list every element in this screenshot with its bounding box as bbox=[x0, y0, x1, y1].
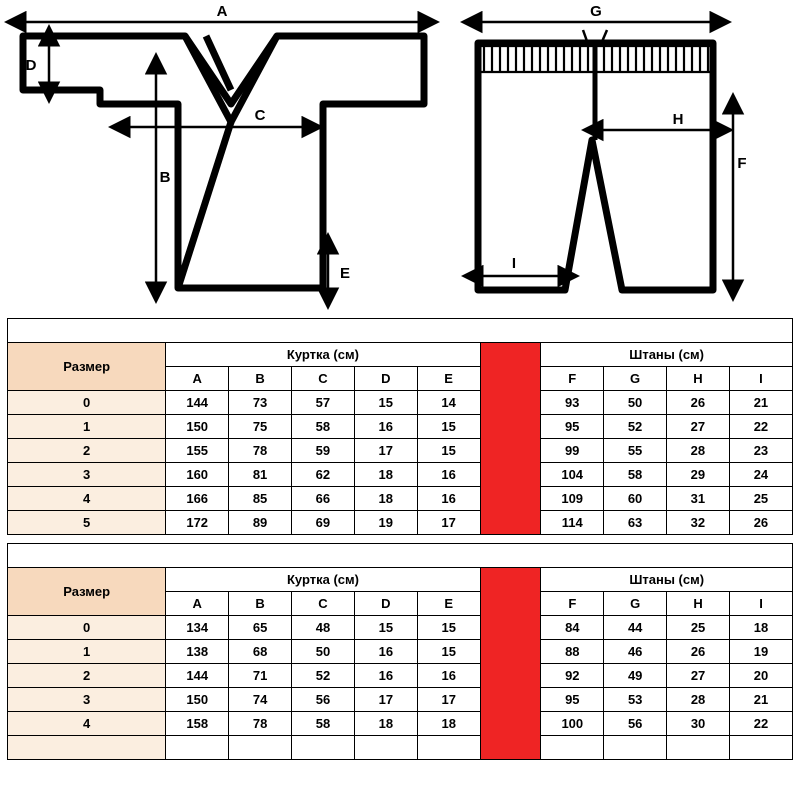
cell-A bbox=[166, 736, 229, 760]
cell-A: 155 bbox=[166, 439, 229, 463]
table-men-group-row bbox=[8, 343, 793, 367]
table-women-title-row bbox=[8, 544, 793, 568]
table-men-col-H: H bbox=[666, 367, 729, 391]
cell-C: 58 bbox=[292, 712, 355, 736]
table-row bbox=[8, 511, 793, 535]
table-women-divider bbox=[480, 568, 541, 760]
table-men-jacket-group: Куртка (см) bbox=[166, 343, 480, 367]
cell-A: 138 bbox=[166, 640, 229, 664]
table-row bbox=[8, 616, 793, 640]
cell-F: 95 bbox=[541, 415, 604, 439]
label-F: F bbox=[737, 155, 747, 172]
cell-E: 15 bbox=[417, 415, 480, 439]
cell-H: 30 bbox=[667, 712, 730, 736]
table-men-divider bbox=[480, 343, 541, 535]
cell-A: 144 bbox=[166, 391, 229, 415]
cell-F: 104 bbox=[541, 463, 604, 487]
cell-E: 16 bbox=[417, 463, 480, 487]
cell-I: 24 bbox=[729, 463, 792, 487]
table-men-size-header: Размер bbox=[8, 343, 166, 391]
cell-H: 32 bbox=[666, 511, 729, 535]
cell-F: 109 bbox=[541, 487, 604, 511]
table-men-col-C: C bbox=[291, 367, 354, 391]
table-men-col-A: A bbox=[166, 367, 229, 391]
cell-D: 16 bbox=[354, 415, 417, 439]
cell-B: 89 bbox=[229, 511, 292, 535]
cell-H: 29 bbox=[666, 463, 729, 487]
cell-E: 15 bbox=[417, 616, 480, 640]
cell-I: 19 bbox=[730, 640, 793, 664]
cell-I: 23 bbox=[729, 439, 792, 463]
cell-B: 74 bbox=[229, 688, 292, 712]
size-value: 0 bbox=[8, 616, 166, 640]
cell-F bbox=[541, 736, 604, 760]
cell-B: 65 bbox=[229, 616, 292, 640]
cell-A: 160 bbox=[166, 463, 229, 487]
size-value: 0 bbox=[8, 391, 166, 415]
cell-C: 58 bbox=[291, 415, 354, 439]
cell-I: 18 bbox=[730, 616, 793, 640]
table-men-col-I: I bbox=[729, 367, 792, 391]
cell-E: 16 bbox=[417, 664, 480, 688]
cell-E: 17 bbox=[417, 511, 480, 535]
cell-C: 62 bbox=[291, 463, 354, 487]
label-I: I bbox=[511, 255, 517, 272]
size-value: 1 bbox=[8, 640, 166, 664]
cell-C: 52 bbox=[292, 664, 355, 688]
table-men-col-B: B bbox=[229, 367, 292, 391]
jacket-lapel bbox=[178, 36, 277, 288]
table-women-col-H: H bbox=[667, 592, 730, 616]
cell-I: 20 bbox=[730, 664, 793, 688]
table-men-col-E: E bbox=[417, 367, 480, 391]
table-men-col-D: D bbox=[354, 367, 417, 391]
cell-B: 78 bbox=[229, 439, 292, 463]
cell-G: 52 bbox=[604, 415, 667, 439]
label-C: C bbox=[254, 107, 266, 124]
cell-E: 15 bbox=[417, 640, 480, 664]
cell-A: 144 bbox=[166, 664, 229, 688]
table-row bbox=[8, 439, 793, 463]
cell-F: 92 bbox=[541, 664, 604, 688]
table-men-col-F: F bbox=[541, 367, 604, 391]
cell-B: 85 bbox=[229, 487, 292, 511]
cell-B bbox=[229, 736, 292, 760]
table-row bbox=[8, 415, 793, 439]
cell-F: 84 bbox=[541, 616, 604, 640]
cell-D bbox=[354, 736, 417, 760]
cell-F: 114 bbox=[541, 511, 604, 535]
table-men-title: Размерная сетка кимоно мужское для джиу джитсу JJS bbox=[8, 319, 793, 343]
cell-E bbox=[417, 736, 480, 760]
garment-diagram bbox=[0, 0, 800, 318]
cell-F: 100 bbox=[541, 712, 604, 736]
cell-G: 46 bbox=[604, 640, 667, 664]
label-G: G bbox=[590, 3, 602, 20]
cell-H: 28 bbox=[667, 688, 730, 712]
label-A: A bbox=[216, 3, 228, 20]
cell-D: 16 bbox=[354, 664, 417, 688]
cell-D: 15 bbox=[354, 616, 417, 640]
cell-B: 71 bbox=[229, 664, 292, 688]
cell-C: 50 bbox=[292, 640, 355, 664]
cell-E: 17 bbox=[417, 688, 480, 712]
cell-C: 57 bbox=[291, 391, 354, 415]
cell-B: 68 bbox=[229, 640, 292, 664]
size-value: 3 bbox=[8, 463, 166, 487]
cell-H: 27 bbox=[666, 415, 729, 439]
cell-F: 88 bbox=[541, 640, 604, 664]
table-women-col-A: A bbox=[166, 592, 229, 616]
size-value bbox=[8, 736, 166, 760]
cell-F: 99 bbox=[541, 439, 604, 463]
cell-D: 15 bbox=[354, 391, 417, 415]
table-men-col-G: G bbox=[604, 367, 667, 391]
size-value: 1 bbox=[8, 415, 166, 439]
cell-C: 66 bbox=[291, 487, 354, 511]
cell-I bbox=[730, 736, 793, 760]
size-value: 3 bbox=[8, 688, 166, 712]
cell-G: 53 bbox=[604, 688, 667, 712]
cell-E: 16 bbox=[417, 487, 480, 511]
table-women-size-header: Размер bbox=[8, 568, 166, 616]
size-table-men bbox=[7, 318, 793, 535]
table-women-col-D: D bbox=[354, 592, 417, 616]
cell-F: 95 bbox=[541, 688, 604, 712]
cell-I: 22 bbox=[730, 712, 793, 736]
cell-C bbox=[292, 736, 355, 760]
cell-G: 63 bbox=[604, 511, 667, 535]
table-row bbox=[8, 463, 793, 487]
cell-D: 17 bbox=[354, 439, 417, 463]
cell-B: 73 bbox=[229, 391, 292, 415]
table-women-title: Размерная сетка кимоно женское для джиу джитсу JJSL bbox=[8, 544, 793, 568]
cell-A: 166 bbox=[166, 487, 229, 511]
table-women-col-F: F bbox=[541, 592, 604, 616]
cell-D: 18 bbox=[354, 487, 417, 511]
cell-A: 158 bbox=[166, 712, 229, 736]
label-E: E bbox=[339, 265, 351, 282]
size-value: 2 bbox=[8, 664, 166, 688]
cell-F: 93 bbox=[541, 391, 604, 415]
cell-G: 56 bbox=[604, 712, 667, 736]
cell-E: 18 bbox=[417, 712, 480, 736]
cell-I: 26 bbox=[729, 511, 792, 535]
label-D: D bbox=[25, 57, 37, 74]
table-row bbox=[8, 640, 793, 664]
cell-C: 48 bbox=[292, 616, 355, 640]
size-value: 4 bbox=[8, 487, 166, 511]
cell-H: 31 bbox=[666, 487, 729, 511]
cell-A: 134 bbox=[166, 616, 229, 640]
size-value: 4 bbox=[8, 712, 166, 736]
cell-I: 25 bbox=[729, 487, 792, 511]
cell-G: 44 bbox=[604, 616, 667, 640]
cell-H: 28 bbox=[666, 439, 729, 463]
table-men-pants-group: Штаны (см) bbox=[541, 343, 793, 367]
cell-H: 26 bbox=[667, 640, 730, 664]
size-value: 5 bbox=[8, 511, 166, 535]
table-women-col-C: C bbox=[292, 592, 355, 616]
table-women-col-G: G bbox=[604, 592, 667, 616]
size-value: 2 bbox=[8, 439, 166, 463]
cell-D: 18 bbox=[354, 463, 417, 487]
table-row bbox=[8, 712, 793, 736]
cell-D: 19 bbox=[354, 511, 417, 535]
label-H: H bbox=[672, 111, 684, 128]
cell-I: 21 bbox=[730, 688, 793, 712]
table-women-group-row bbox=[8, 568, 793, 592]
cell-C: 69 bbox=[291, 511, 354, 535]
table-row bbox=[8, 487, 793, 511]
cell-G: 60 bbox=[604, 487, 667, 511]
cell-C: 56 bbox=[292, 688, 355, 712]
cell-B: 78 bbox=[229, 712, 292, 736]
cell-D: 17 bbox=[354, 688, 417, 712]
table-row bbox=[8, 664, 793, 688]
cell-G bbox=[604, 736, 667, 760]
cell-A: 150 bbox=[166, 688, 229, 712]
cell-G: 49 bbox=[604, 664, 667, 688]
cell-H bbox=[667, 736, 730, 760]
cell-H: 26 bbox=[666, 391, 729, 415]
table-women-jacket-group: Куртка (см) bbox=[166, 568, 480, 592]
cell-G: 55 bbox=[604, 439, 667, 463]
size-tables bbox=[0, 318, 800, 760]
table-men-title-row bbox=[8, 319, 793, 343]
label-B: B bbox=[159, 169, 171, 186]
cell-G: 58 bbox=[604, 463, 667, 487]
table-row bbox=[8, 736, 793, 760]
cell-B: 75 bbox=[229, 415, 292, 439]
cell-H: 27 bbox=[667, 664, 730, 688]
table-row bbox=[8, 391, 793, 415]
cell-E: 14 bbox=[417, 391, 480, 415]
size-table-women bbox=[7, 543, 793, 760]
cell-A: 150 bbox=[166, 415, 229, 439]
table-women-col-E: E bbox=[417, 592, 480, 616]
cell-B: 81 bbox=[229, 463, 292, 487]
cell-C: 59 bbox=[291, 439, 354, 463]
cell-I: 22 bbox=[729, 415, 792, 439]
table-women-pants-group: Штаны (см) bbox=[541, 568, 793, 592]
cell-G: 50 bbox=[604, 391, 667, 415]
table-women-col-I: I bbox=[730, 592, 793, 616]
cell-D: 16 bbox=[354, 640, 417, 664]
cell-H: 25 bbox=[667, 616, 730, 640]
cell-D: 18 bbox=[354, 712, 417, 736]
cell-E: 15 bbox=[417, 439, 480, 463]
cell-A: 172 bbox=[166, 511, 229, 535]
cell-I: 21 bbox=[729, 391, 792, 415]
table-row bbox=[8, 688, 793, 712]
table-women-col-B: B bbox=[229, 592, 292, 616]
